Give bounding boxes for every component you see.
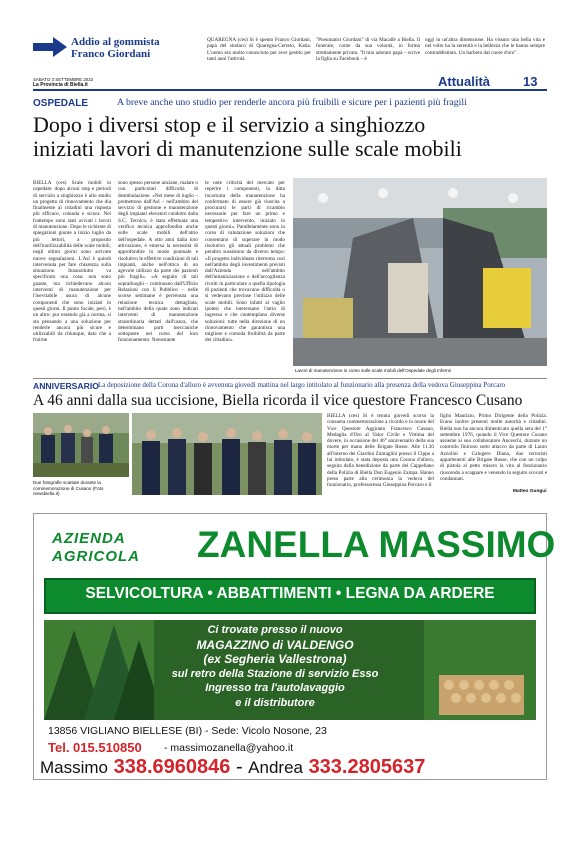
ad-services: SELVICOLTURA • ABBATTIMENTI • LEGNA DA ARDERE <box>85 585 495 602</box>
promo-text-a: QUAREGNA (ces) Si è spento Franco Giordani, papà del sindaco di Quaregna-Cerreto, Katia. L'uomo era molto conosciuto per aver gestito per tanti anni l'attività <box>207 37 311 62</box>
article2-author: Matteo Gungui <box>513 489 547 494</box>
article-divider <box>33 378 547 379</box>
promo-text-c: oggi in un'altra dimensione. Ha vissuto una bella vita e nel volto ha la serenità e la bellezza che le hanno sempre contraddistinto. Un barbero dal cuore d'oro". <box>425 37 545 56</box>
commemoration-photo-right <box>132 413 322 495</box>
ad-address: 13856 VIGLIANO BIELLESE (BI) - Sede: Vicolo Nosone, 23 <box>48 725 327 737</box>
ad-company-name: ZANELLA MASSIMO <box>197 524 556 565</box>
ad-line-1: AZIENDA <box>52 530 126 547</box>
ad-email: - massimozanella@yahoo.it <box>164 742 294 754</box>
article1-subtitle: A breve anche uno studio per renderle ancora più fruibili e sicure per i pazienti più fragili <box>117 97 467 108</box>
article1-col3: le note criticità del mercato per reperire i componenti, la ditta incaricata della manutenzione ha confermato di essere già riuscita a procurarsi le parti di ricambio necessarie per fare un primo e tempestivo intervento, iniziato in questi giorni». Parallelamente sono in corso di valutazione soluzioni che consentano di superare in modo risolutivo gli attuali problemi che peraltro sussistono da diverso tempo: «Il progetto individuato riterremo così nell'ambito degli investimenti previsti dall'Azienda nell'ambito dell'umanizzazione e dell'accoglienza rivolti in particolare a quella tipologia di pazienti che trovavano difficoltà o si vedevano precluse l'utilizzo delle scale mobili. Sono infatti al vaglio ipotesi che interessano l'atrio di ingresso e che contemplano diverse soluzioni: tutte nella direzione di un rinnovamento che garantisca una migliore e comoda fruibilità da parte dei cittadini». <box>205 180 285 344</box>
ad-location-text: Ci trovate presso il nuovo MAGAZZINO di VALDENGO (ex Segheria Vallestrona) sul retro della Stazione di servizio Esso Ingresso tra l'autolavaggio e il distributore <box>171 624 379 709</box>
contact-2-name: Andrea <box>248 758 303 777</box>
article2-col2: figlio Maurizio, Primo Dirigente della Polizia. Erano inoltre presenti molte autorità e cittadini. Biella non ha ancora dimenticato quella sera del 1° settembre 1976, quando il Vice Questore Cusano assieme ai suo collaboratore Anceschi, durante un controllo finirono sotto attacco da parte di Lauro Azzolini e Calogero Diana, due terroristi appartenenti alle Brigate Rosse, che con un colpo di pistola al petto misero la vita al funzionario riuscendo a scappare e venendo in seguito scovati e condannati. <box>440 413 547 482</box>
contact-1-name: Massimo <box>40 758 109 777</box>
article1-headline: Dopo i diversi stop e il servizio a singhiozzo iniziati lavori di manutenzione sulle scale mobili <box>33 112 462 161</box>
article1-kicker: OSPEDALE <box>33 98 89 109</box>
promo-text-b: "Pneumatici Giordani" di via Macallè a Biella. Il funerale, come da sua volontà, in forma strettamente privata. "Il mio adorato papà – scrive la figlia su Facebook – è <box>316 37 420 62</box>
promo-title: Addio al gommista Franco Giordani <box>71 36 160 60</box>
contact-separator: - <box>235 756 243 778</box>
article1-col2: sono spesso persone anziane, malate o con particolari difficoltà di deambulazione. «Nel mese di luglio – premettono dall'Asl – nell'ambito del servizio di gestione e manutenzione degli impianti elevatori condotto dalla S.C. Tecnico, è stata effettuata una verifica tecnica approfondita anche sulle scale mobili dell'atrio dell'ospedale. A otto anni dalla loro attivazione, è emersa la necessità di approfondire in modo puntuale e risolutivo le effettive condizioni di tali impianti, anche nell'ottica di un agevole utilizzo da parte dei pazienti più fragili». «A seguito di tali sopralluoghi – continuano dall'Ufficio Relazioni con il Pubblico – nelle scorse settimane è pervenuta una relazione tecnica dettagliata, nell'ambito della quale sono indicati interventi di manutenzione straordinaria dettati dall'usura, che determinano parti meccaniche sottoposte nel corso del loro funzionamento. Nonostante <box>118 180 198 344</box>
commemoration-photo-left <box>33 413 129 477</box>
contact-1-phone[interactable]: 338.6960846 <box>113 756 231 778</box>
ad-contacts <box>40 754 546 781</box>
page-number: 13 <box>523 74 538 89</box>
ad-phone: Tel. 015.510850 <box>48 740 142 755</box>
ad-line-2: AGRICOLA <box>52 548 140 565</box>
article2-col1: BIELLA (ces) Si è tenuta giovedì scorso la consueta commemorazione a ricordo e in onore del Vice Questore Aggiunto Francesco Cusano, Medaglia d'Oro al Valor Civile e Vittima del dovere, in occasione del 46° anniversario della sua morte per mano delle Brigate Rosse. Alle 11.30 all'interno dei Giardini Zumaglini presso il Cippo a lui intitolato, è stata deposta una Corona d'alloro, seguita dalla benedizione da parte del Cappellano della Polizia di Biella Don Eugenio Zampa. Hanno preso parte alla cerimonia la vedova del funzionario, professoressa Giuseppina Porcaro e il <box>327 413 434 489</box>
header-arrow-icon <box>33 37 67 57</box>
paper-name: La Provincia di Biella.it <box>33 82 88 88</box>
article1-col1: BIELLA (ces) Scale mobili in ospedale: dopo alcuni stop e periodi di servizio a singhiozzo è allo studio un progetto di rinnovamento che dia finalmente ai cittadini una risposta più efficace, comoda e sicura. Nel frattempo sono stati avviati i lavori di manutenzione. Dopo le richieste di spiegazioni giunte a inizio luglio da più lettori, a proposito dell'inutilizzabilità delle scale mobili, negli ultimi giorni sono arrivate nuove segnalazioni. L'Asl è quindi intervenuta per fare chiarezza sulla situazione. Innanzitutto va specificato una cosa: non sono guaste, ma richiedevano alcuni interventi di manutenzione per l'inevitabile usura di alcune componenti che sono iniziati in questi giorni. Il punto focale, però, è un altro: pur essendo già a norma, si sta pensando a una soluzione per renderle ancora più sicure e utilizzabili da chiunque, dato che a fruirne <box>33 180 111 344</box>
article2-headline: A 46 anni dalla sua uccisione, Biella ricorda il vice questore Francesco Cusano <box>33 392 523 409</box>
escalator-photo <box>293 178 547 366</box>
section-title: Attualità <box>438 74 490 89</box>
date-line: SABATO 3 SETTEMBRE 2022 <box>33 77 94 82</box>
header-rule <box>33 89 547 91</box>
contact-2-phone[interactable]: 333.2805637 <box>308 756 426 778</box>
article2-photo-caption: Due fotografie scattate durante la commemorazione di Cusano (Foto newsbiella.it) <box>33 480 104 497</box>
article2-kicker: ANNIVERSARIO <box>33 381 99 391</box>
article2-subtitle: La deposizione della Corona d'alloro è avvenuta giovedì mattina nel largo intitolato al funzionario alla presenza della vedova Giuseppina Porcaro <box>98 381 506 389</box>
article1-photo-caption: Lavori di manutenzione in corso sulle scale mobili dell'Ospedale degli Infermi <box>295 368 452 373</box>
